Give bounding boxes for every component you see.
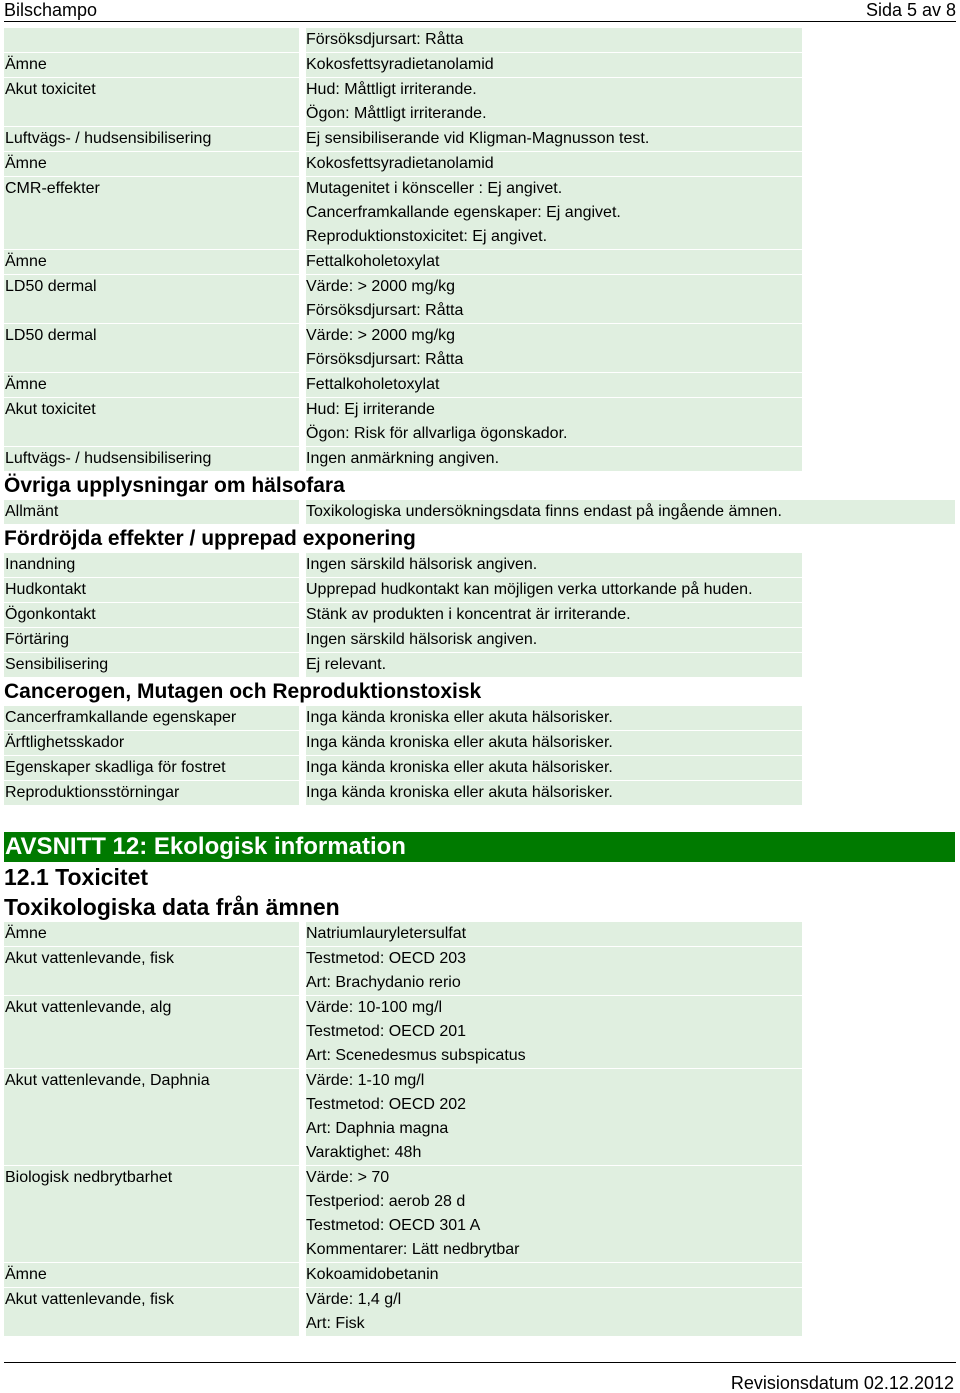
row-label: Akut toxicitet [4,78,299,126]
row-label: CMR-effekter [4,177,299,249]
row-label: Akut vattenlevande, alg [4,996,299,1068]
row-values [306,28,802,52]
row-value: Ej relevant. [306,656,387,673]
table-row [4,731,955,755]
row-values [306,324,802,372]
table-row [4,1263,955,1287]
row-label: Egenskaper skadliga för fostret [4,756,299,780]
row-value: Testperiod: aerob 28 d [306,1193,466,1210]
row-value: Natriumlauryletersulfat [306,925,467,942]
row-value: Värde: 1,4 g/l [306,1291,402,1308]
table-row [4,996,955,1068]
page-number: Sida 5 av 8 [865,0,956,20]
row-label: Akut vattenlevande, fisk [4,1288,299,1336]
table-row [4,28,955,52]
row-value: Kokoamidobetanin [306,1266,439,1283]
table-row [4,1069,955,1165]
row-value: Testmetod: OECD 202 [306,1096,467,1113]
row-values [306,1288,802,1336]
row-values [306,578,802,602]
row-label: Ärftlighetsskador [4,731,299,755]
table-row [4,78,955,126]
row-value: Mutagenitet i könsceller : Ej angivet. [306,180,563,197]
row-label: Ämne [4,373,299,397]
tox-table-1 [4,28,955,471]
revision-date: Revisionsdatum 02.12.2012 [730,1373,954,1393]
row-value: Cancerframkallande egenskaper: Ej angivet. [306,204,621,221]
table-row [4,578,955,602]
row-value: Ingen anmärkning angiven. [306,450,500,467]
row-values [306,177,802,249]
row-values [306,756,802,780]
row-values [306,373,802,397]
cmr-table [4,706,955,805]
section-12-1-title: 12.1 Toxicitet [4,864,149,890]
row-value: Fettalkoholetoxylat [306,253,440,270]
row-values [306,447,802,471]
row-label: Reproduktionsstörningar [4,781,299,805]
row-value: Värde: > 2000 mg/kg [306,327,455,344]
row-value: Ingen särskild hälsorisk angiven. [306,556,538,573]
row-value: Ögon: Måttligt irriterande. [306,105,487,122]
row-values [306,706,802,730]
row-values [306,127,802,151]
row-values [306,78,802,126]
row-values [306,1166,802,1262]
table-row [4,947,955,995]
table-row [4,1166,955,1262]
table-row [4,373,955,397]
row-values [306,603,802,627]
row-value: Testmetod: OECD 203 [306,950,467,967]
row-value: Värde: > 70 [306,1169,390,1186]
table-row [4,603,955,627]
row-value: Ögon: Risk för allvarliga ögonskador. [306,425,568,442]
row-label: Sensibilisering [4,653,299,677]
row-value: Toxikologiska undersökningsdata finns endast på ingående ämnen. [306,503,782,520]
row-label: LD50 dermal [4,324,299,372]
table-row [4,53,955,77]
row-label: Hudkontakt [4,578,299,602]
row-label: Akut toxicitet [4,398,299,446]
table-row [4,706,955,730]
row-value: Art: Brachydanio rerio [306,974,461,991]
table-row [4,922,955,946]
row-value: Testmetod: OECD 301 A [306,1217,481,1234]
row-values [306,947,802,995]
row-value: Hud: Måttligt irriterande. [306,81,477,98]
row-values [306,1263,802,1287]
row-values [306,275,802,323]
table-row [4,500,955,524]
row-value: Inga kända kroniska eller akuta hälsorisker. [306,784,613,801]
row-value: Värde: 10-100 mg/l [306,999,443,1016]
row-values [306,653,802,677]
row-value: Kokosfettsyradietanolamid [306,56,494,73]
table-row [4,250,955,274]
table-row [4,127,955,151]
row-label: Inandning [4,553,299,577]
table-row [4,152,955,176]
row-label: Ämne [4,1263,299,1287]
table-row [4,653,955,677]
row-value: Upprepad hudkontakt kan möjligen verka uttorkande på huden. [306,581,753,598]
ovriga-table [4,500,955,524]
row-label: Ämne [4,53,299,77]
row-value: Kokosfettsyradietanolamid [306,155,494,172]
table-row [4,324,955,372]
table-row [4,447,955,471]
table-row [4,275,955,323]
row-value: Art: Daphnia magna [306,1120,449,1137]
row-label: Cancerframkallande egenskaper [4,706,299,730]
row-value: Fettalkoholetoxylat [306,376,440,393]
row-values [306,398,802,446]
row-label [4,28,299,52]
row-label: Ämne [4,152,299,176]
row-values [306,53,802,77]
row-label: Luftvägs- / hudsensibilisering [4,127,299,151]
row-value: Försöksdjursart: Råtta [306,31,464,48]
company-name: Bilschampo [4,0,98,20]
row-values [306,250,802,274]
row-value: Reproduktionstoxicitet: Ej angivet. [306,228,548,245]
row-value: Art: Fisk [306,1315,365,1332]
table-row [4,398,955,446]
table-row [4,756,955,780]
row-value: Försöksdjursart: Råtta [306,302,464,319]
row-label: Förtäring [4,628,299,652]
tox-data-subheading: Toxikologiska data från ämnen [4,894,340,920]
row-values [306,1069,802,1165]
row-value: Värde: 1-10 mg/l [306,1072,425,1089]
row-label: Luftvägs- / hudsensibilisering [4,447,299,471]
heading-ovriga: Övriga upplysningar om hälsofara [4,474,345,497]
table-row [4,177,955,249]
row-value: Inga kända kroniska eller akuta hälsorisker. [306,759,613,776]
row-value: Ej sensibiliserande vid Kligman-Magnusson test. [306,130,650,147]
row-values [306,500,955,524]
row-value: Hud: Ej irriterande [306,401,435,418]
table-row [4,628,955,652]
table-row [4,781,955,805]
row-value: Värde: > 2000 mg/kg [306,278,455,295]
table-row [4,553,955,577]
row-values [306,922,802,946]
fordrojda-table [4,553,955,677]
row-label: Ämne [4,250,299,274]
row-value: Kommentarer: Lätt nedbrytbar [306,1241,520,1258]
section-12-title: AVSNITT 12: Ekologisk information [4,832,955,862]
row-values [306,781,802,805]
row-value: Stänk av produkten i koncentrat är irriterande. [306,606,631,623]
row-value: Inga kända kroniska eller akuta hälsorisker. [306,734,613,751]
row-label: Allmänt [4,500,299,524]
row-value: Ingen särskild hälsorisk angiven. [306,631,538,648]
document-content [4,28,955,1337]
row-value: Inga kända kroniska eller akuta hälsorisker. [306,709,613,726]
page-header [4,0,956,24]
row-values [306,996,802,1068]
row-label: Biologisk nedbrytbarhet [4,1166,299,1262]
row-value: Art: Scenedesmus subspicatus [306,1047,526,1064]
row-value: Försöksdjursart: Råtta [306,351,464,368]
row-values [306,731,802,755]
row-value: Varaktighet: 48h [306,1144,422,1161]
row-values [306,628,802,652]
row-label: Ämne [4,922,299,946]
eco-tox-table [4,922,955,1336]
row-label: Akut vattenlevande, Daphnia [4,1069,299,1165]
footer-rule [4,1362,956,1363]
row-label: LD50 dermal [4,275,299,323]
header-rule [4,21,956,22]
row-label: Akut vattenlevande, fisk [4,947,299,995]
table-row [4,1288,955,1336]
row-values [306,553,802,577]
row-values [306,152,802,176]
heading-cmr: Cancerogen, Mutagen och Reproduktionstoxisk [4,680,482,703]
heading-fordrojda: Fördröjda effekter / upprepad exponering [4,527,416,550]
page-footer [4,1362,956,1393]
row-value: Testmetod: OECD 201 [306,1023,467,1040]
row-label: Ögonkontakt [4,603,299,627]
